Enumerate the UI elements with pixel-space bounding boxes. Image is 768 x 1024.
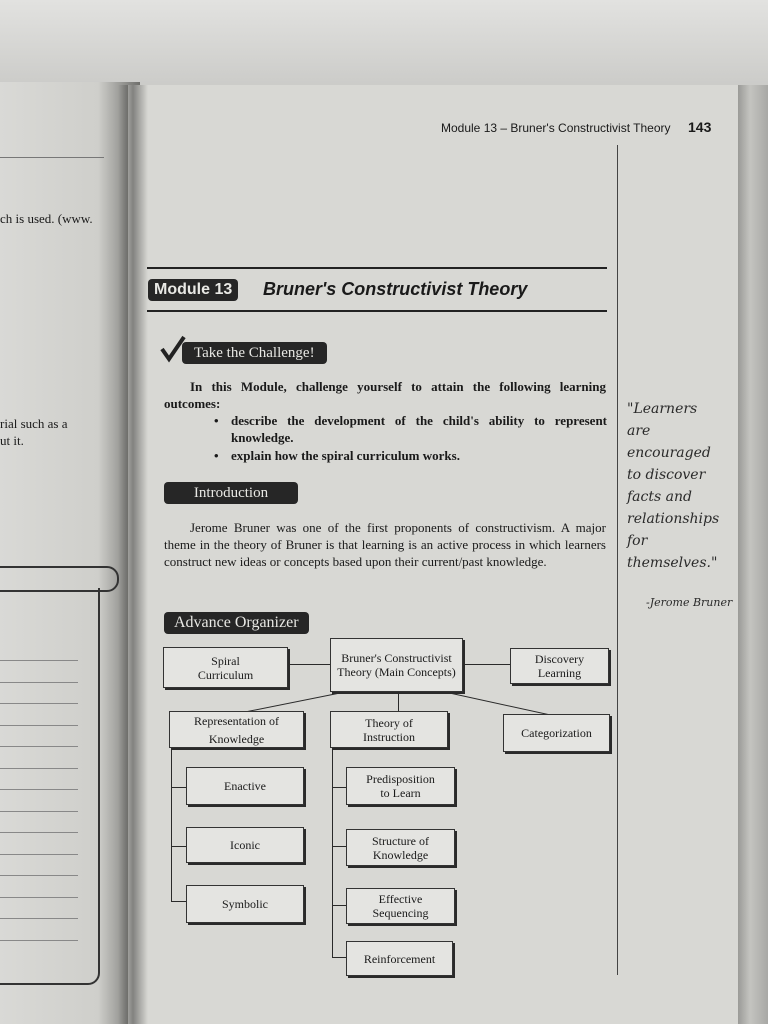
sidebar-divider (617, 145, 618, 975)
box-discovery-learning: Discovery Learning (510, 648, 609, 684)
connector-spiral (288, 664, 330, 665)
introduction-badge: Introduction (164, 482, 298, 504)
box-predisposition: Predisposition to Learn (346, 767, 455, 805)
left-frame (0, 588, 100, 985)
challenge-badge: Take the Challenge! (182, 342, 327, 364)
page-number: 143 (688, 119, 712, 135)
title-rule-bottom (147, 310, 607, 312)
connector-enactive (171, 787, 186, 788)
title-rule-top (147, 267, 607, 269)
connector-iconic (171, 846, 186, 847)
box-symbolic: Symbolic (186, 885, 304, 923)
connector-left-vertical (171, 748, 172, 901)
left-page-text-1: ch is used. (www. (0, 211, 93, 226)
box-sequencing: Effective Sequencing (346, 888, 455, 924)
connector-symbolic (171, 901, 186, 902)
connector-discovery (463, 664, 510, 665)
challenge-item-2: explain how the spiral curriculum works. (231, 448, 460, 463)
bullet-1: • (214, 413, 219, 428)
box-structure: Structure of Knowledge (346, 829, 455, 866)
sidebar-quote: "Learners are encouraged to discover facts and relationships for themselves." (627, 401, 720, 571)
box-main-concepts: Bruner's Constructivist Theory (Main Concepts) (330, 638, 463, 692)
challenge-intro: In this Module, challenge yourself to attain the following learning outcomes: (164, 379, 606, 411)
box-theory-of-instruction: Theory of Instruction (330, 711, 448, 748)
background-top (0, 0, 768, 95)
book-spine-shadow (118, 85, 148, 1024)
left-page-text-3: ut it. (0, 433, 24, 448)
box-iconic: Iconic (186, 827, 304, 863)
box-spiral-curriculum: Spiral Curriculum (163, 647, 288, 688)
box-enactive: Enactive (186, 767, 304, 805)
introduction-text: Jerome Bruner was one of the first proponents of constructivism. A major theme in the theory of Bruner is that learning is an active process in which learners construct new ideas or concepts based upon their current/past knowledge. (164, 520, 606, 569)
connector-center-vertical (332, 748, 333, 958)
box-reinforcement: Reinforcement (346, 941, 453, 976)
connector-structure (332, 846, 346, 847)
page-edge (738, 85, 768, 1024)
left-rule (0, 157, 104, 158)
connector-sequencing (332, 905, 346, 906)
advance-organizer-badge: Advance Organizer (164, 612, 309, 634)
sidebar-author: -Jerome Bruner (646, 596, 733, 609)
running-title: Module 13 – Bruner's Constructivist Theory (441, 121, 671, 135)
connector-predisposition (332, 787, 346, 788)
challenge-item-1: describe the development of the child's ability to represent knowledge. (231, 413, 607, 445)
connector-reinforcement (332, 957, 346, 958)
left-page-text-2: rial such as a (0, 416, 68, 431)
module-badge: Module 13 (148, 279, 238, 301)
box-categorization: Categorization (503, 714, 610, 752)
box-representation: Representation of Knowledge (169, 711, 304, 748)
checkmark-icon (160, 335, 180, 355)
module-title: Bruner's Constructivist Theory (263, 279, 528, 299)
bullet-2: • (214, 448, 219, 463)
